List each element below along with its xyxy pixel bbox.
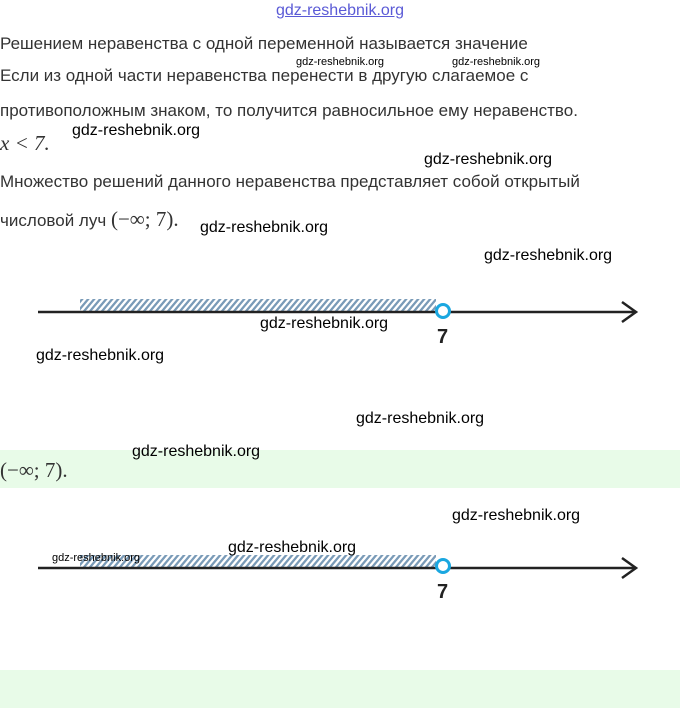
point-label-1: 7 <box>437 326 449 348</box>
watermark: gdz-reshebnik.org <box>452 56 541 68</box>
open-point-7-1 <box>437 305 450 318</box>
watermark: gdz-reshebnik.org <box>228 539 357 556</box>
open-point-7-2 <box>437 560 450 573</box>
watermark: gdz-reshebnik.org <box>424 151 553 168</box>
text-line-3: противоположным знаком, то получится равносильное ему неравенство. <box>0 101 578 120</box>
text-line-1: Решением неравенства с одной переменной называется значение <box>0 34 528 53</box>
watermark: gdz-reshebnik.org <box>132 443 261 460</box>
answer-interval: (−∞; 7). <box>0 458 68 482</box>
watermark: gdz-reshebnik.org <box>484 247 613 264</box>
text-line-2: Если из одной части неравенства перенести в другую слагаемое с <box>0 66 529 85</box>
watermark: gdz-reshebnik.org <box>52 552 141 564</box>
watermark: gdz-reshebnik.org <box>296 56 385 68</box>
site-header-link[interactable]: gdz-reshebnik.org <box>275 2 405 19</box>
text-line-5 <box>0 207 179 232</box>
text-line-4: Множество решений данного неравенства представляет собой открытый <box>0 172 580 191</box>
interval-formula: (−∞; 7). <box>110 207 179 231</box>
watermark: gdz-reshebnik.org <box>200 219 329 236</box>
answer-band <box>0 450 680 488</box>
inequality-formula: x < 7. <box>0 131 50 155</box>
solution-hatch-1 <box>80 299 436 311</box>
text-line-5-prefix: числовой луч <box>0 211 107 230</box>
watermark: gdz-reshebnik.org <box>452 507 581 524</box>
watermark: gdz-reshebnik.org <box>260 315 389 332</box>
bottom-band <box>0 670 680 708</box>
watermark: gdz-reshebnik.org <box>72 122 201 139</box>
watermark: gdz-reshebnik.org <box>36 347 165 364</box>
watermark: gdz-reshebnik.org <box>356 410 485 427</box>
point-label-2: 7 <box>437 581 449 603</box>
